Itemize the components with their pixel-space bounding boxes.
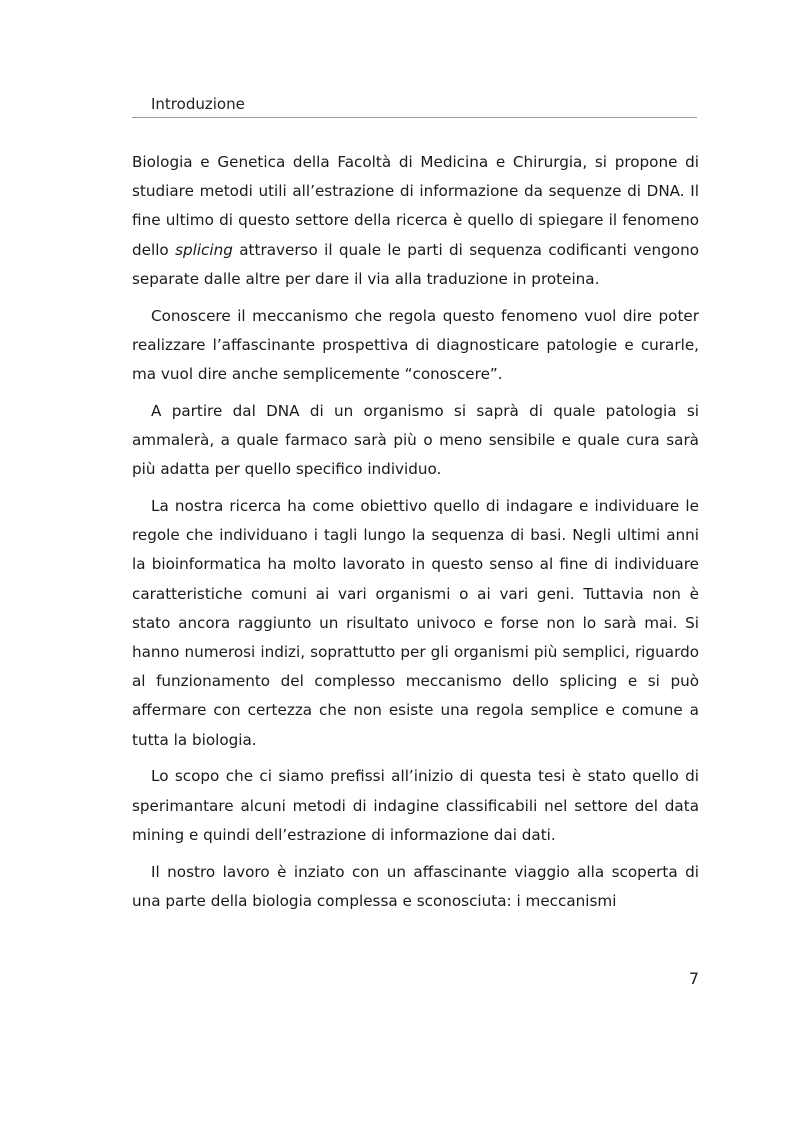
- paragraph-1-start: Biologia e Genetica della Facoltà di Medicina e Chirurgia, si propone di studiare metodi utili all’estrazione di informazione da sequenze di DNA. Il fine ultimo di questo settore della ricerca è quello di spiegare il fenomeno dello: [132, 153, 699, 259]
- paragraph-2: Conoscere il meccanismo che regola questo fenomeno vuol dire poter realizzare l’affascinante prospettiva di diagnosticare patologie e curarle, ma vuol dire anche semplicemente “conoscere”.: [132, 306, 699, 384]
- paragraph-6: Il nostro lavoro è inziato con un affascinante viaggio alla scoperta di una parte della biologia complessa e sconosciuta: i meccanismi: [132, 862, 699, 910]
- paragraph-4: La nostra ricerca ha come obiettivo quello di indagare e individuare le regole che individuano i tagli lungo la sequenza di basi. Negli ultimi anni la bioinformatica ha molto lavorato in questo senso al fine di individuare caratteristiche comuni ai vari organismi o ai vari geni. Tuttavia non è stato ancora raggiunto un risultato univoco e forse non lo sarà mai. Si hanno numerosi indizi, soprattutto per gli organismi più semplici, riguardo al funzionamento del complesso meccanismo dello splicing e si può affermare con certezza che non esiste una regola semplice e comune a tutta la biologia.: [132, 497, 699, 749]
- paragraph-1-end: attraverso il quale le parti di sequenza codificanti vengono separate dalle altre per dare il via alla traduzione in proteina.: [132, 240, 699, 288]
- paragraph-5: Lo scopo che ci siamo prefissi all’inizio di questa tesi è stato quello di sperimantare alcuni metodi di indagine classificabili nel settore del data mining e quindi dell’estrazione di informazione dai dati.: [132, 767, 699, 844]
- paragraph-3: A partire dal DNA di un organismo si saprà di quale patologia si ammalerà, a quale farmaco sarà più o meno sensibile e quale cura sarà più adatta per quello specifico individuo.: [132, 401, 699, 479]
- body-text: [132, 148, 699, 924]
- paragraph-1: [132, 148, 699, 294]
- paragraph-1-emphasis: splicing: [175, 240, 233, 259]
- running-header: Introduzione: [151, 95, 245, 113]
- page-number: 7: [688, 969, 699, 988]
- header-rule: [132, 117, 697, 118]
